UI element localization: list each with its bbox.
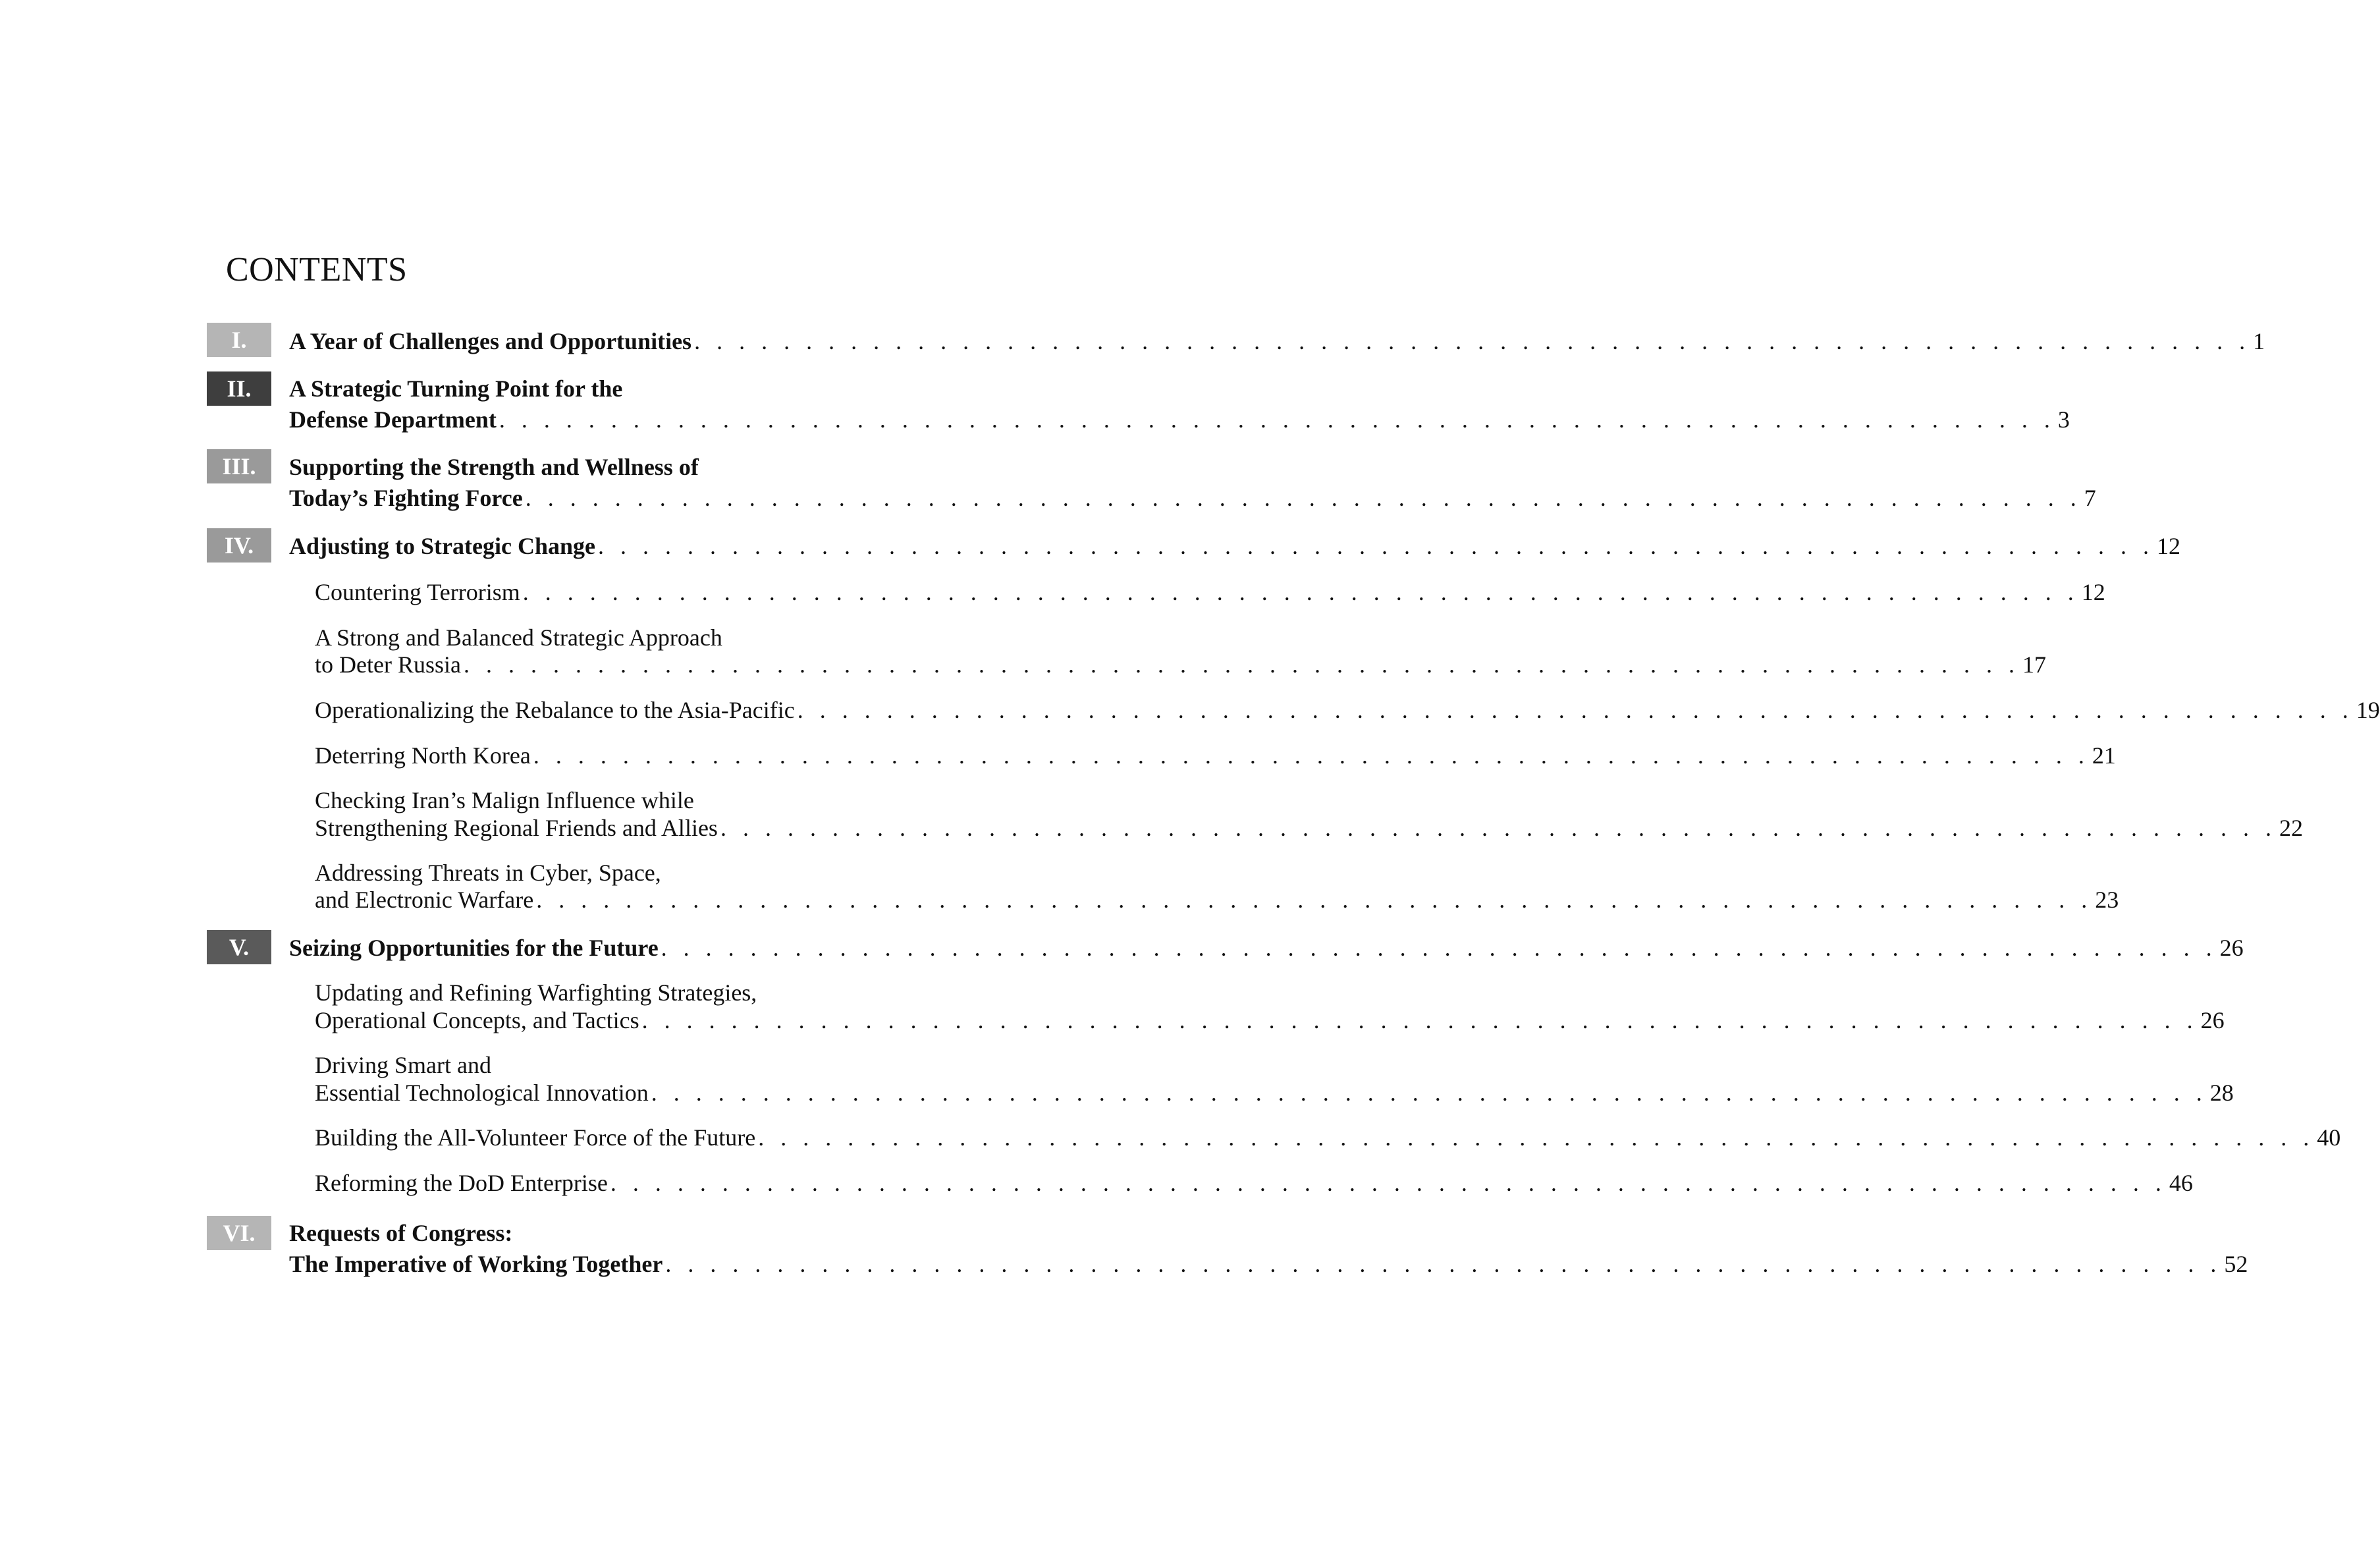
toc-page-number: 52 bbox=[2224, 1251, 2248, 1277]
page-title: CONTENTS bbox=[226, 251, 408, 288]
toc-entry-title: Operationalizing the Rebalance to the Asia-Pacific bbox=[315, 697, 795, 723]
dot-leader: . . . . . . . . . . . . . . . . . . . . . . . . . . . . . . . . . . . . . . . . . . . . . . . . . . . . . . . . . . . . . . . . . . . . . . bbox=[536, 887, 2093, 913]
dot-leader: . . . . . . . . . . . . . . . . . . . . . . . . . . . . . . . . . . . . . . . . . . . . . . . . . . . . . . . . . . . . . . . . . . . . . . bbox=[758, 1124, 2315, 1151]
toc-page-number: 3 bbox=[2057, 406, 2070, 433]
dot-leader: . . . . . . . . . . . . . . . . . . . . . . . . . . . . . . . . . . . . . . . . . . . . . . . . . . . . . . . . . . . . . . . . . . . . . . bbox=[797, 697, 2354, 723]
toc-subentry[interactable] bbox=[315, 1122, 2341, 1153]
dot-leader: . . . . . . . . . . . . . . . . . . . . . . . . . . . . . . . . . . . . . . . . . . . . . . . . . . . . . . . . . . . . . . . . . . . . . . bbox=[651, 1080, 2207, 1106]
toc-entry-title: Building the All-Volunteer Force of the Future bbox=[315, 1124, 756, 1151]
toc-page-number: 46 bbox=[2169, 1170, 2193, 1196]
toc-entry-section-3[interactable] bbox=[289, 482, 2096, 514]
dot-leader: . . . . . . . . . . . . . . . . . . . . . . . . . . . . . . . . . . . . . . . . . . . . . . . . . . . . . . . . . . . . . . . . . . . . . . bbox=[533, 742, 2090, 769]
toc-subentry[interactable] bbox=[315, 812, 2303, 844]
toc-entry-title: Adjusting to Strategic Change bbox=[289, 533, 595, 559]
toc-entry-title: Defense Department bbox=[289, 406, 497, 433]
toc-entry-title: Updating and Refining Warfighting Strategies, bbox=[315, 979, 757, 1006]
toc-page-number: 21 bbox=[2092, 742, 2116, 769]
toc-entry-title: A Year of Challenges and Opportunities bbox=[289, 328, 692, 354]
toc-subentry[interactable] bbox=[315, 884, 2119, 916]
toc-entry-title: Operational Concepts, and Tactics bbox=[315, 1007, 639, 1033]
toc-subentry[interactable] bbox=[315, 1077, 2234, 1109]
toc-subentry[interactable] bbox=[315, 1004, 2225, 1036]
toc-page-number: 7 bbox=[2084, 485, 2096, 511]
toc-entry-title: Essential Technological Innovation bbox=[315, 1080, 649, 1106]
toc-entry-title: Requests of Congress: bbox=[289, 1220, 513, 1246]
toc-page-number: 19 bbox=[2356, 697, 2380, 723]
toc-entry-title: Supporting the Strength and Wellness of bbox=[289, 454, 699, 480]
toc-page-number: 1 bbox=[2253, 328, 2265, 354]
toc-subentry[interactable] bbox=[315, 1167, 2193, 1199]
dot-leader: . . . . . . . . . . . . . . . . . . . . . . . . . . . . . . . . . . . . . . . . . . . . . . . . . . . . . . . . . . . . . . . . . . . . . . bbox=[525, 485, 2082, 511]
dot-leader: . . . . . . . . . . . . . . . . . . . . . . . . . . . . . . . . . . . . . . . . . . . . . . . . . . . . . . . . . . . . . . . . . . . . . . bbox=[720, 815, 2277, 841]
section-numeral-badge: VI. bbox=[207, 1216, 271, 1250]
dot-leader: . . . . . . . . . . . . . . . . . . . . . . . . . . . . . . . . . . . . . . . . . . . . . . . . . . . . . . . . . . . . . . . . . . . . . . bbox=[665, 1251, 2222, 1277]
toc-entry-title: Today’s Fighting Force bbox=[289, 485, 523, 511]
dot-leader: . . . . . . . . . . . . . . . . . . . . . . . . . . . . . . . . . . . . . . . . . . . . . . . . . . . . . . . . . . . . . . . . . . . . . . bbox=[499, 406, 2055, 433]
toc-entry-section-2-line-1[interactable] bbox=[289, 373, 948, 404]
dot-leader: . . . . . . . . . . . . . . . . . . . . . . . . . . . . . . . . . . . . . . . . . . . . . . . . . . . . . . . . . . . . . . . . . . . . . . bbox=[463, 651, 2020, 678]
toc-entry-title: Strengthening Regional Friends and Allies bbox=[315, 815, 718, 841]
toc-entry-title: Addressing Threats in Cyber, Space, bbox=[315, 860, 661, 886]
section-numeral-badge: IV. bbox=[207, 528, 271, 563]
toc-entry-section-3-line-1[interactable] bbox=[289, 451, 948, 483]
toc-entry-title: Countering Terrorism bbox=[315, 579, 520, 605]
toc-entry-title: Seizing Opportunities for the Future bbox=[289, 935, 659, 961]
toc-entry-title: A Strong and Balanced Strategic Approach bbox=[315, 624, 722, 651]
toc-entry-title: Deterring North Korea bbox=[315, 742, 531, 769]
toc-page-number: 23 bbox=[2095, 887, 2119, 913]
toc-entry-title: The Imperative of Working Together bbox=[289, 1251, 663, 1277]
toc-subentry[interactable] bbox=[315, 740, 2116, 771]
dot-leader: . . . . . . . . . . . . . . . . . . . . . . . . . . . . . . . . . . . . . . . . . . . . . . . . . . . . . . . . . . . . . . . . . . . . . . bbox=[694, 328, 2251, 354]
toc-subentry-line-1[interactable] bbox=[315, 1049, 948, 1081]
section-numeral-badge: II. bbox=[207, 371, 271, 406]
toc-page-number: 12 bbox=[2157, 533, 2180, 559]
toc-page-number: 26 bbox=[2200, 1007, 2225, 1033]
section-numeral-badge: III. bbox=[207, 449, 271, 483]
toc-subentry[interactable] bbox=[315, 649, 2046, 680]
toc-subentry-line-1[interactable] bbox=[315, 784, 948, 816]
toc-entry-title: Driving Smart and bbox=[315, 1052, 491, 1078]
toc-subentry-line-1[interactable] bbox=[315, 977, 948, 1008]
dot-leader: . . . . . . . . . . . . . . . . . . . . . . . . . . . . . . . . . . . . . . . . . . . . . . . . . . . . . . . . . . . . . . . . . . . . . . bbox=[610, 1170, 2167, 1196]
toc-entry-section-6[interactable] bbox=[289, 1248, 2248, 1280]
toc-entry-title: Reforming the DoD Enterprise bbox=[315, 1170, 608, 1196]
toc-entry-title: and Electronic Warfare bbox=[315, 887, 534, 913]
toc-entry-section-5[interactable] bbox=[289, 932, 2244, 964]
toc-entry-section-2[interactable] bbox=[289, 404, 2070, 435]
dot-leader: . . . . . . . . . . . . . . . . . . . . . . . . . . . . . . . . . . . . . . . . . . . . . . . . . . . . . . . . . . . . . . . . . . . . . . bbox=[641, 1007, 2198, 1033]
toc-entry-section-1[interactable] bbox=[289, 325, 2265, 357]
toc-page-number: 22 bbox=[2279, 815, 2303, 841]
toc-entry-title: A Strategic Turning Point for the bbox=[289, 375, 623, 402]
toc-page-number: 26 bbox=[2219, 935, 2244, 961]
section-numeral-badge: I. bbox=[207, 323, 271, 357]
toc-entry-section-4[interactable] bbox=[289, 530, 2180, 562]
toc-subentry[interactable] bbox=[315, 576, 2105, 608]
dot-leader: . . . . . . . . . . . . . . . . . . . . . . . . . . . . . . . . . . . . . . . . . . . . . . . . . . . . . . . . . . . . . . . . . . . . . . bbox=[598, 533, 2154, 559]
toc-entry-section-6-line-1[interactable] bbox=[289, 1217, 948, 1249]
toc-page-number: 28 bbox=[2209, 1080, 2234, 1106]
dot-leader: . . . . . . . . . . . . . . . . . . . . . . . . . . . . . . . . . . . . . . . . . . . . . . . . . . . . . . . . . . . . . . . . . . . . . . bbox=[661, 935, 2217, 961]
toc-page-number: 12 bbox=[2081, 579, 2105, 605]
toc-page-number: 17 bbox=[2022, 651, 2046, 678]
section-numeral-badge: V. bbox=[207, 930, 271, 964]
toc-page-number: 40 bbox=[2317, 1124, 2341, 1151]
dot-leader: . . . . . . . . . . . . . . . . . . . . . . . . . . . . . . . . . . . . . . . . . . . . . . . . . . . . . . . . . . . . . . . . . . . . . . bbox=[522, 579, 2079, 605]
toc-subentry[interactable] bbox=[315, 694, 2380, 726]
toc-entry-title: to Deter Russia bbox=[315, 651, 461, 678]
toc-entry-title: Checking Iran’s Malign Influence while bbox=[315, 787, 694, 813]
